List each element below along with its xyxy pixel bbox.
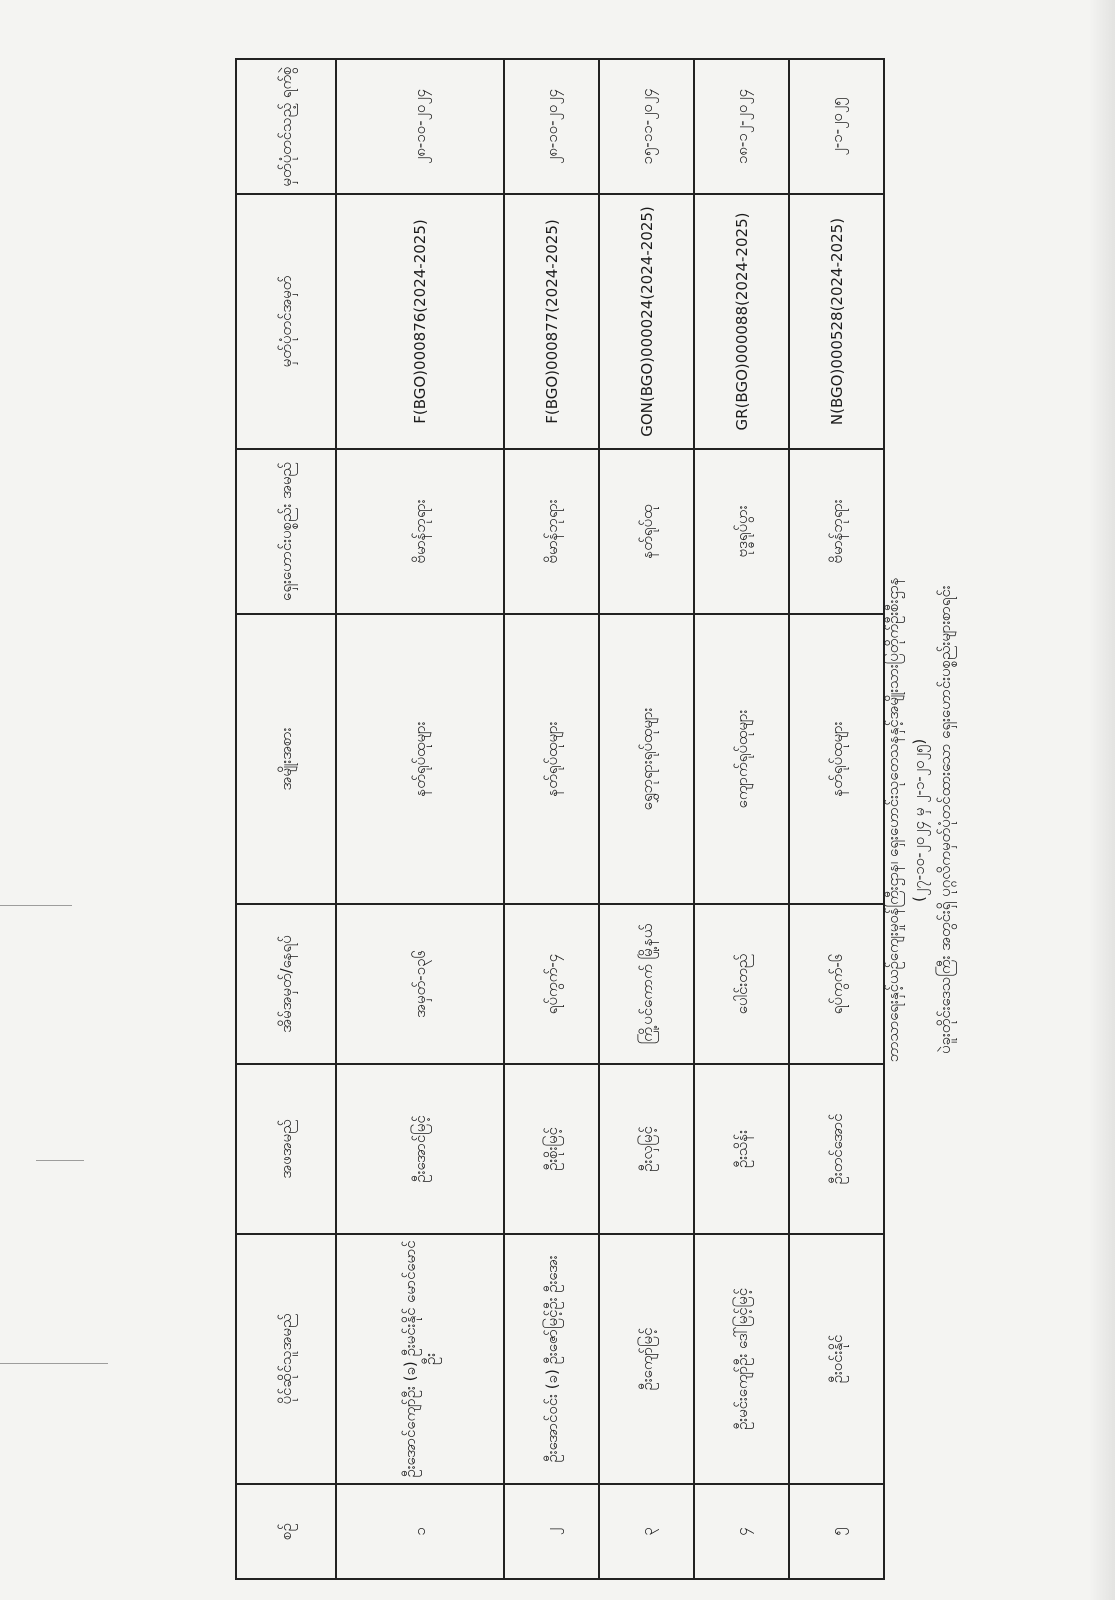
cell-father: ဦးလှမြင့်	[599, 1064, 694, 1234]
cell-owner: ဦးမင်းကျော်ဦး ဒေါ်မြင့်မြင့်	[694, 1234, 789, 1484]
cell-father: ဦးတင်အောင်	[789, 1064, 884, 1234]
cell-address: ကြို့ပင်ကောက် မြို့နယ်	[599, 904, 694, 1064]
header-cell: အိမ်အမှတ်/နေရပ်	[236, 904, 336, 1064]
cell-owner: ဦးကျော်မြင့်	[599, 1234, 694, 1484]
table-row	[694, 59, 789, 1579]
cell-reg-no: F(BGO)000876(2024-2025)	[336, 194, 504, 449]
table-row	[336, 59, 504, 1579]
cell-address: ပေါင်းတည်	[694, 904, 789, 1064]
cell-item: ဗိမာန်ဘုရား	[336, 449, 504, 614]
header-cell: ရှေးဟောင်းပစ္စည်း အမည်	[236, 449, 336, 614]
cell-item: ဗုဒ္ဓရုပ်ပွား	[694, 449, 789, 614]
cell-father: ဦးစိုးမြင့်	[504, 1064, 599, 1234]
cell-type: နတ်ရုပ်ထုများ	[504, 614, 599, 904]
cell-reg-no: GON(BGO)000024(2024-2025)	[599, 194, 694, 449]
cell-date: ၂၈-၁၀-၂၀၂၄	[504, 59, 599, 194]
cell-date: ၁၈-၁၂-၂၀၂၄	[694, 59, 789, 194]
cell-type: နတ်ရုပ်ထုများ	[789, 614, 884, 904]
cell-date: ၂၈-၁၀-၂၀၂၄	[336, 59, 504, 194]
scan-mark	[0, 1363, 108, 1364]
table-row	[504, 59, 599, 1579]
header-cell: အဖအမည်	[236, 1064, 336, 1234]
cell-address: ရပ်ကွက်-၄	[504, 904, 599, 1064]
cell-type: ရွှေဘုရားရုပ်ထုများ	[599, 614, 694, 904]
cell-index: ၅	[789, 1484, 884, 1579]
table-row	[789, 59, 884, 1579]
cell-type: နတ်ရုပ်ထုများ	[336, 614, 504, 904]
header-cell: အမျိုးအစား	[236, 614, 336, 904]
cell-owner: ဦးဝင်းနိုင်	[789, 1234, 884, 1484]
scan-mark	[36, 1160, 84, 1161]
header-cell: စဉ်	[236, 1484, 336, 1579]
rotated-document	[235, 58, 885, 1578]
header-cell: ပိုင်ဆိုင်သူအမည်	[236, 1234, 336, 1484]
cell-type: ကျောက်ရုပ်ထုများ	[694, 614, 789, 904]
cell-item: နတ်ရုပ်ထု	[599, 449, 694, 614]
cell-index: ၂	[504, 1484, 599, 1579]
cell-owner: ဦးအောင်ကျော်ဦး (ခ) ဦးမင်းနိုင် မောင်မောင်ဦး	[336, 1234, 504, 1484]
cell-index: ၃	[599, 1484, 694, 1579]
cell-owner: ဦးအောင်ဝင်း (ခ) ဦးဇော်မြင့်ဦး ဦးအေး	[504, 1234, 599, 1484]
cell-reg-no: GR(BGO)000088(2024-2025)	[694, 194, 789, 449]
cell-father: ဦးသိန်း	[694, 1064, 789, 1234]
document-title	[880, 540, 960, 1100]
cell-address: အမှတ်-၁၃၆	[336, 904, 504, 1064]
cell-reg-no: F(BGO)000877(2024-2025)	[504, 194, 599, 449]
table-row	[599, 59, 694, 1579]
cell-date: ၂-၁-၂၀၂၅	[789, 59, 884, 194]
title-line-2: ပဲခူးတိုင်းဒေသကြီး အတွင်းရှိ ပုဂ္ဂလိကမှတ်ပုံတင်ထားသော ရှေးဟောင်းပစ္စည်းများစာရင်း	[936, 585, 954, 1055]
records-table	[235, 58, 885, 1580]
cell-item: ဗိမာန်ဘုရား	[789, 449, 884, 614]
scan-mark	[0, 905, 72, 906]
cell-address: ရပ်ကွက်-၆	[789, 904, 884, 1064]
title-line-1: ဘာသာရေးနှင့်ယဉ်ကျေးမှုဝန်ကြီးဌာန၊ ရှေးဟောင်းသုတေသနနှင့်အမျိုးသားပြတိုက်ဦးစီးဌာန (၂၇-၁၀-၂၀၂၄ မှ ၂-၁-၂၀၂၅)	[884, 577, 928, 1063]
cell-index: ၄	[694, 1484, 789, 1579]
cell-date: ၁၅-၁၁-၂၀၂၄	[599, 59, 694, 194]
header-cell: မှတ်ပုံတင်အမှတ်	[236, 194, 336, 449]
page-edge-shadow	[1089, 0, 1115, 1600]
header-cell: မှတ်ပုံတင်သည့် ရက်စွဲ	[236, 59, 336, 194]
table-header-row	[236, 59, 336, 1579]
cell-father: ဦးအောင်မြင့်	[336, 1064, 504, 1234]
cell-reg-no: N(BGO)000528(2024-2025)	[789, 194, 884, 449]
cell-item: ဗိမာန်ဘုရား	[504, 449, 599, 614]
cell-index: ၁	[336, 1484, 504, 1579]
